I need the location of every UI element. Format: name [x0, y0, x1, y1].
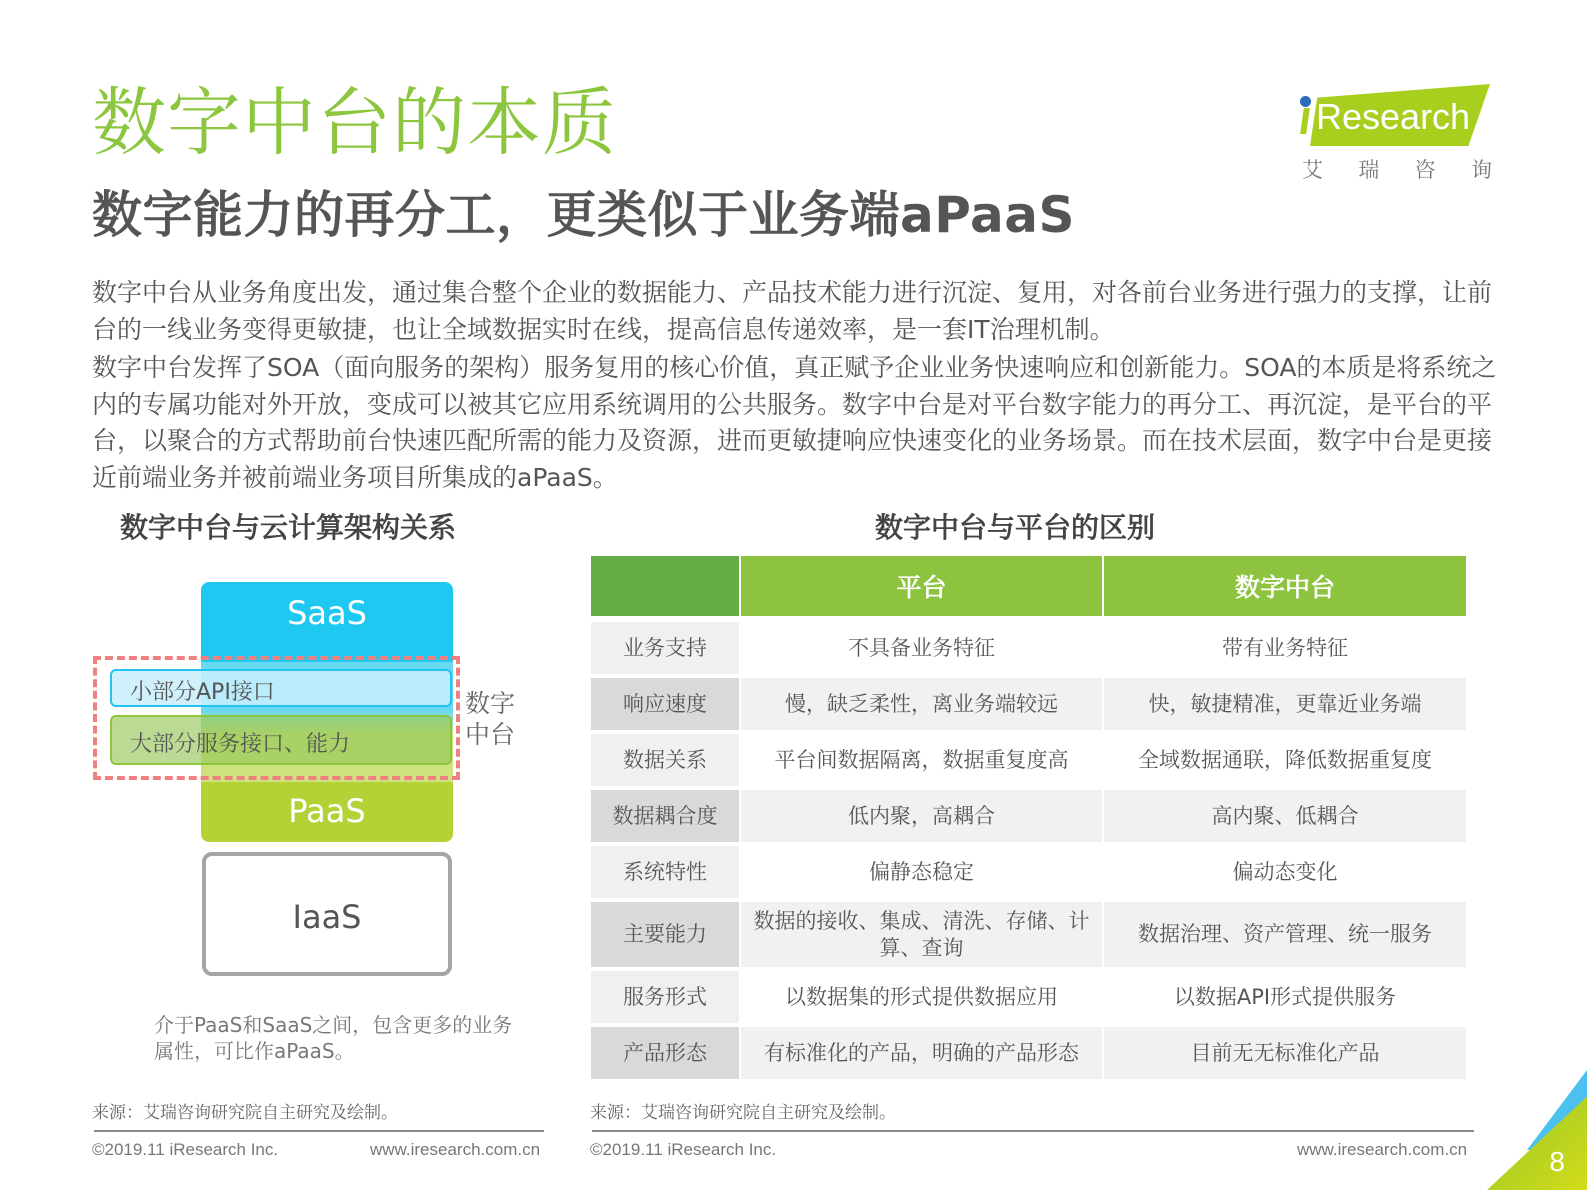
website-link-right[interactable]: www.iresearch.com.cn: [1297, 1140, 1468, 1159]
row-label: 业务支持: [591, 622, 739, 674]
middle-platform-cell: 高内聚、低耦合: [1102, 790, 1466, 842]
platform-cell: 数据的接收、集成、清洗、存储、计算、查询: [739, 902, 1102, 967]
footer-divider-left: [94, 1130, 544, 1132]
digital-middle-platform-label: 数字中台: [465, 689, 516, 749]
table-header-corner: [591, 556, 739, 616]
source-note-right: 来源：艾瑞咨询研究院自主研究及绘制。: [590, 1103, 896, 1123]
row-label: 数据关系: [591, 734, 739, 786]
platform-cell: 以数据集的形式提供数据应用: [739, 971, 1102, 1023]
middle-platform-cell: 全域数据通联，降低数据重复度: [1102, 734, 1466, 786]
platform-cell: 平台间数据隔离，数据重复度高: [739, 734, 1102, 786]
row-label: 响应速度: [591, 678, 739, 730]
table-title: 数字中台与平台的区别: [875, 511, 1156, 544]
logo-cn-char: 艾: [1302, 158, 1323, 182]
logo-cn-text: [1302, 154, 1492, 184]
row-label: 系统特性: [591, 846, 739, 898]
platform-cell: 偏静态稳定: [739, 846, 1102, 898]
middle-platform-cell: 以数据API形式提供服务: [1102, 971, 1466, 1023]
digital-middle-platform-boundary: [93, 656, 460, 780]
table-header-middle-platform: 数字中台: [1102, 556, 1466, 616]
platform-cell: 有标准化的产品，明确的产品形态: [739, 1027, 1102, 1079]
diagram-note: 介于PaaS和SaaS之间，包含更多的业务属性，可比作aPaaS。: [154, 1013, 513, 1063]
table-header-row: [591, 556, 1466, 616]
service-interface-label: 大部分服务接口、能力: [130, 732, 351, 757]
source-note-left: 来源：艾瑞咨询研究院自主研究及绘制。: [92, 1103, 398, 1123]
footer-divider-right: [592, 1130, 1474, 1132]
intro-paragraph-1: 数字中台从业务角度出发，通过集合整个企业的数据能力、产品技术能力进行沉淀、复用，对各前台业务进行强力的支撑，让前台的一线业务变得更敏捷，也让全域数据实时在线，提高信息传递效率，是一套IT治理机制。: [92, 278, 1493, 344]
diagram-title: 数字中台与云计算架构关系: [120, 511, 457, 544]
table-row: [591, 1027, 1466, 1079]
table-row: [591, 902, 1466, 967]
table-row: [591, 622, 1466, 674]
middle-platform-cell: 快，敏捷精准，更靠近业务端: [1102, 678, 1466, 730]
row-label: 服务形式: [591, 971, 739, 1023]
logo-cn-char: 瑞: [1358, 158, 1380, 182]
table-row: [591, 790, 1466, 842]
platform-cell: 慢，缺乏柔性，离业务端较远: [739, 678, 1102, 730]
page-title: 数字中台的本质: [92, 80, 617, 166]
website-link-left[interactable]: www.iresearch.com.cn: [370, 1140, 541, 1159]
logo-i-stem: [1300, 108, 1310, 134]
row-label: 数据耦合度: [591, 790, 739, 842]
platform-cell: 低内聚，高耦合: [739, 790, 1102, 842]
saas-label: SaaS: [287, 594, 367, 632]
iaas-layer: [202, 852, 452, 976]
table-row: [591, 734, 1466, 786]
comparison-table: [591, 556, 1466, 1079]
table-row: [591, 846, 1466, 898]
corner-decoration: [1487, 1070, 1587, 1190]
logo-dot-icon: [1300, 96, 1311, 107]
middle-platform-cell: 带有业务特征: [1102, 622, 1466, 674]
iresearch-logo: [1296, 84, 1496, 184]
page-number: 8: [1549, 1146, 1565, 1177]
middle-platform-cell: 目前无无标准化产品: [1102, 1027, 1466, 1079]
middle-platform-cell: 数据治理、资产管理、统一服务: [1102, 902, 1466, 967]
copyright-right: ©2019.11 iResearch Inc.: [590, 1140, 777, 1159]
paas-label: PaaS: [288, 792, 366, 830]
table-header-platform: 平台: [739, 556, 1102, 616]
platform-cell: 不具备业务特征: [739, 622, 1102, 674]
logo-cn-char: 询: [1470, 158, 1492, 182]
page-subtitle: 数字能力的再分工，更类似于业务端aPaaS: [92, 186, 1076, 244]
table-row: [591, 971, 1466, 1023]
api-interface-label: 小部分API接口: [130, 680, 275, 705]
logo-wordmark: Research: [1316, 96, 1471, 137]
copyright-left: ©2019.11 iResearch Inc.: [92, 1140, 279, 1159]
row-label: 主要能力: [591, 902, 739, 967]
iaas-label: IaaS: [292, 898, 362, 936]
middle-platform-cell: 偏动态变化: [1102, 846, 1466, 898]
table-row: [591, 678, 1466, 730]
logo-cn-char: 咨: [1414, 158, 1436, 182]
intro-paragraph-2: 数字中台发挥了SOA（面向服务的架构）服务复用的核心价值，真正赋予企业业务快速响应和创新能力。SOA的本质是将系统之内的专属功能对外开放，变成可以被其它应用系统调用的公共服务。数字中台是对平台数字能力的再分工、再沉淀，是平台的平台，以聚合的方式帮助前台快速匹配所需的能力及资源，进而更敏捷响应快速变化的业务场景。而在技术层面，数字中台是更接近前端业务并被前端业务项目所集成的aPaaS。: [92, 353, 1497, 492]
row-label: 产品形态: [591, 1027, 739, 1079]
